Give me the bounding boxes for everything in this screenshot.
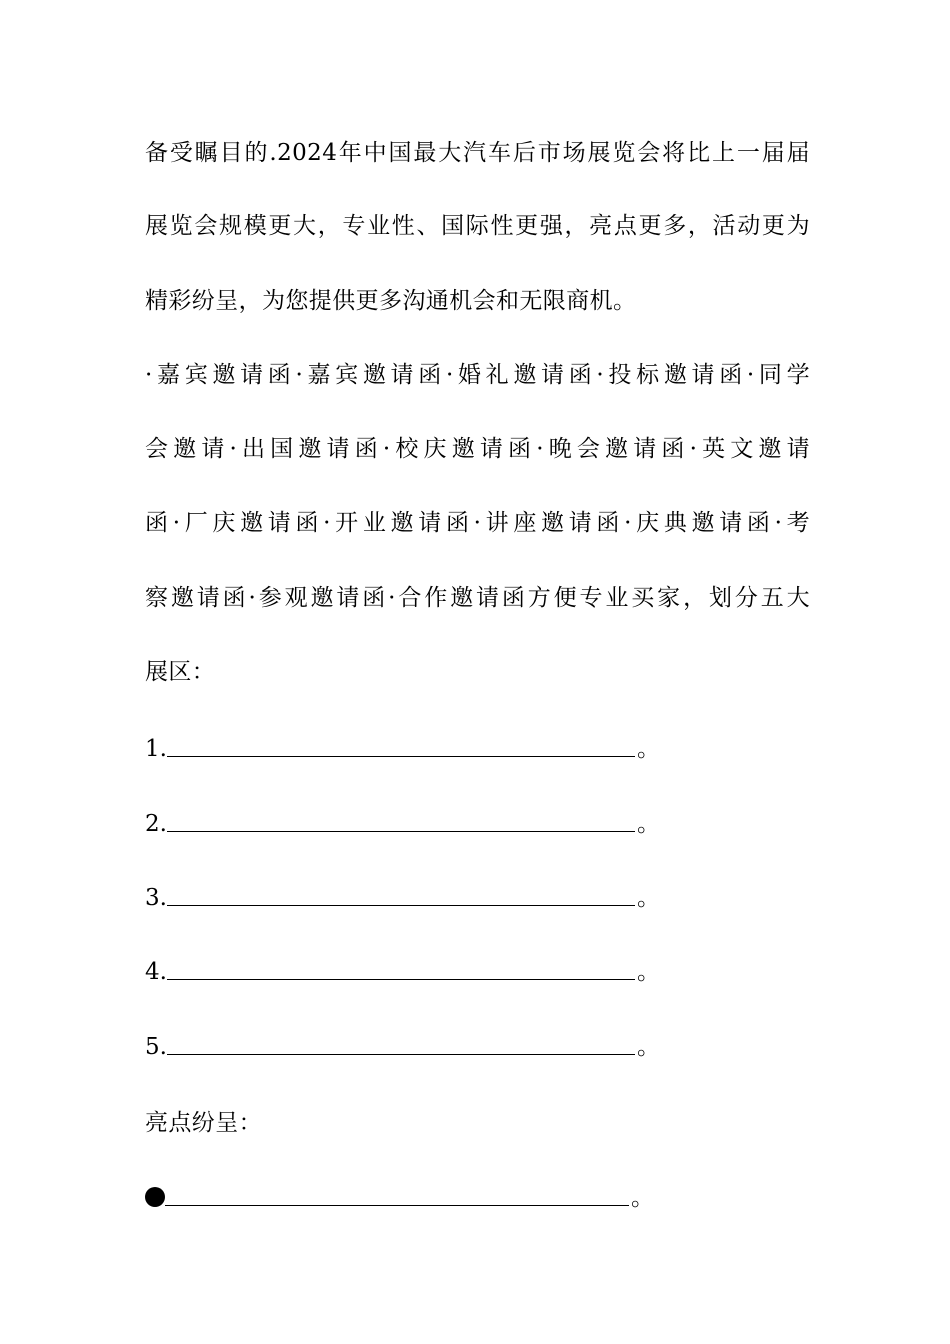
period: 。 [636,811,660,837]
zone-number: 3. [145,885,167,911]
zone-item [145,734,660,764]
zone-number: 5. [145,1034,167,1060]
blank-line [165,1183,629,1206]
highlight-item [145,1183,654,1213]
bullet-icon [145,1187,165,1207]
zone-number: 4. [145,959,167,985]
paragraph-line: 备受瞩目的.2024年中国最大汽车后市场展览会将比上一届届 [145,140,810,166]
zone-item [145,957,660,987]
paragraph-line: 函·厂庆邀请函·开业邀请函·讲座邀请函·庆典邀请函·考 [145,510,810,536]
zone-item [145,809,660,839]
period: 。 [636,736,660,762]
paragraph-line: 察邀请函·参观邀请函·合作邀请函方便专业买家，划分五大 [145,585,810,611]
paragraph-line: ·嘉宾邀请函·嘉宾邀请函·婚礼邀请函·投标邀请函·同学 [145,362,810,388]
period: 。 [631,1185,654,1211]
highlights-heading: 亮点纷呈： [145,1110,262,1136]
blank-line [167,809,635,832]
paragraph-line: 精彩纷呈，为您提供更多沟通机会和无限商机。 [145,288,637,314]
paragraph-line: 展览会规模更大，专业性、国际性更强，亮点更多，活动更为 [145,213,810,239]
blank-line [167,734,635,757]
zone-number: 2. [145,811,167,837]
paragraph-line: 会邀请·出国邀请函·校庆邀请函·晚会邀请函·英文邀请 [145,436,810,462]
blank-line [167,957,635,980]
blank-line [167,883,635,906]
zone-number: 1. [145,736,167,762]
zone-item [145,883,660,913]
period: 。 [636,959,660,985]
blank-line [167,1032,635,1055]
paragraph-line: 展区： [145,659,216,685]
zone-item [145,1032,660,1062]
period: 。 [636,885,660,911]
period: 。 [636,1034,660,1060]
